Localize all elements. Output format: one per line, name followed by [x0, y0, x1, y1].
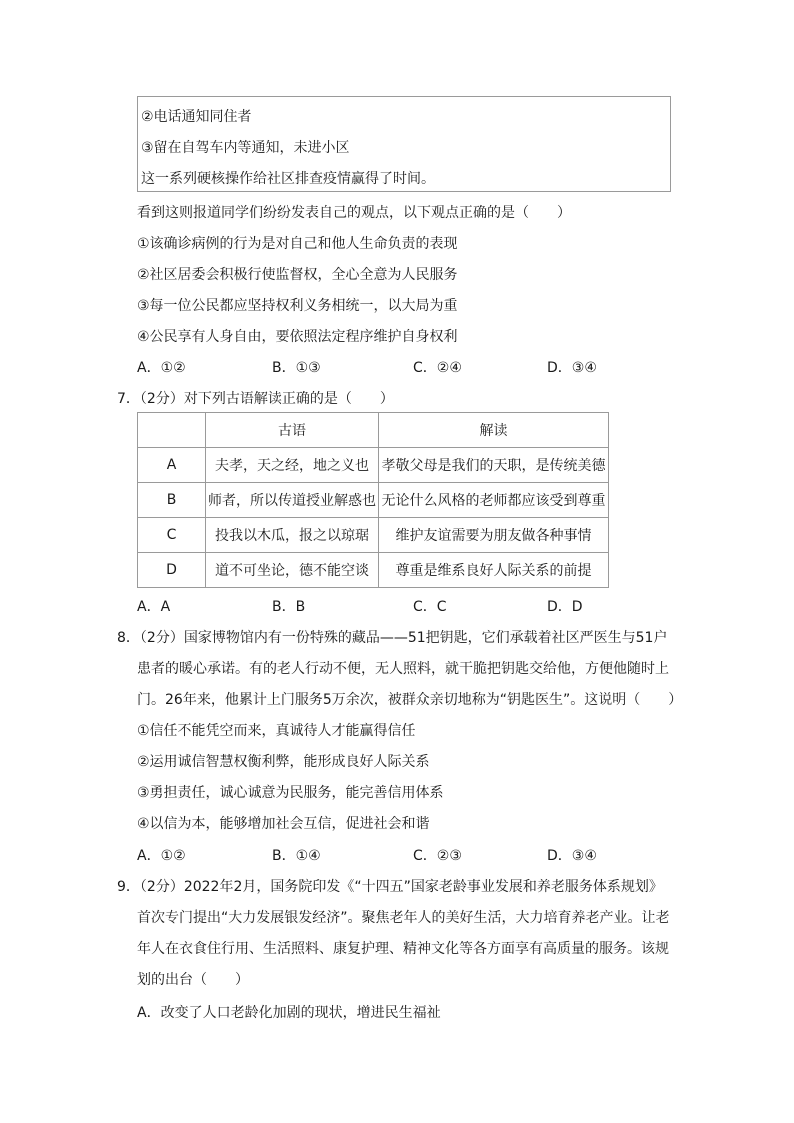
- table-cell: D: [138, 553, 206, 588]
- q8-statement-1: ①信任不能凭空而来，真诚待人才能赢得信任: [137, 723, 416, 739]
- q7-option-a[interactable]: A．A: [137, 599, 171, 615]
- q7-option-d[interactable]: D．D: [547, 599, 583, 615]
- q6-statement-3: ③每一位公民都应坚持权利义务相统一，以大局为重: [137, 298, 458, 314]
- table-cell: 夫孝，天之经，地之义也: [206, 448, 379, 483]
- q8-statement-2: ②运用诚信智慧权衡利弊，能形成良好人际关系: [137, 754, 430, 770]
- table-cell: 投我以木瓜，报之以琼琚: [206, 518, 379, 553]
- table-header-cell: [138, 413, 206, 448]
- q8-option-c[interactable]: C．②③: [413, 848, 462, 864]
- question-7-stem: 7．（2分）对下列古语解读正确的是（ ）: [117, 391, 394, 407]
- q8-option-a[interactable]: A．①②: [137, 848, 186, 864]
- table-cell: 尊重是维系良好人际关系的前提: [379, 553, 609, 588]
- q6-statement-4: ④公民享有人身自由，要依照法定程序维护自身权利: [137, 329, 458, 345]
- table-cell: A: [138, 448, 206, 483]
- table-cell: 无论什么风格的老师都应该受到尊重: [379, 483, 609, 518]
- material-line: ③留在自驾车内等通知，未进小区: [141, 140, 350, 156]
- table-header-cell: 古语: [206, 413, 379, 448]
- q6-option-d[interactable]: D．③④: [547, 360, 597, 376]
- question-8-stem: 门。26年来，他累计上门服务5万余次，被群众亲切地称为“钥匙医生”。这说明（ ）: [137, 692, 683, 708]
- question-9-stem: 首次专门提出“大力发展银发经济”。聚焦老年人的美好生活，大力培育养老产业。让老: [137, 910, 670, 926]
- q7-option-c[interactable]: C．C: [413, 599, 447, 615]
- q6-statement-1: ①该确诊病例的行为是对自己和他人生命负责的表现: [137, 236, 458, 252]
- material-line: 这一系列硬核操作给社区排查疫情赢得了时间。: [141, 171, 435, 187]
- q8-statement-4: ④以信为本，能够增加社会互信，促进社会和谐: [137, 816, 430, 832]
- q6-statement-2: ②社区居委会积极行使监督权，全心全意为人民服务: [137, 267, 458, 283]
- table-cell: 道不可坐论，德不能空谈: [206, 553, 379, 588]
- q8-option-b[interactable]: B．①④: [272, 848, 321, 864]
- q6-option-c[interactable]: C．②④: [413, 360, 462, 376]
- q9-option-a[interactable]: A．改变了人口老龄化加剧的现状，增进民生福祉: [137, 1005, 441, 1021]
- question-6-stem: 看到这则报道同学们纷纷发表自己的观点，以下观点正确的是（ ）: [137, 205, 571, 221]
- table-cell: 师者，所以传道授业解惑也: [206, 483, 379, 518]
- table-header-row: [138, 413, 609, 448]
- question-9-stem: 9．（2分）2022年2月，国务院印发《“十四五”国家老龄事业发展和养老服务体系规划》: [117, 879, 663, 895]
- q7-option-b[interactable]: B．B: [272, 599, 306, 615]
- question-8-stem: 8．（2分）国家博物馆内有一份特殊的藏品——51把钥匙，它们承载着社区严医生与51户: [117, 630, 668, 646]
- q8-statement-3: ③勇担责任，诚心诚意为民服务，能完善信用体系: [137, 785, 444, 801]
- question-9-stem: 年人在衣食住行用、生活照料、康复护理、精神文化等各方面享有高质量的服务。该规: [137, 941, 669, 957]
- table-cell: 孝敬父母是我们的天职，是传统美德: [379, 448, 609, 483]
- q6-option-b[interactable]: B．①③: [272, 360, 321, 376]
- table-header-cell: 解读: [379, 413, 609, 448]
- question-9-stem: 划的出台（ ）: [137, 972, 249, 988]
- table-cell: C: [138, 518, 206, 553]
- table-row: [138, 483, 609, 518]
- table-cell: 维护友谊需要为朋友做各种事情: [379, 518, 609, 553]
- question-8-stem: 患者的暖心承诺。有的老人行动不便，无人照料，就干脆把钥匙交给他，方便他随时上: [137, 661, 669, 677]
- table-row: [138, 448, 609, 483]
- q8-option-d[interactable]: D．③④: [547, 848, 597, 864]
- q7-table: [137, 412, 609, 588]
- material-line: ②电话通知同住者: [141, 109, 252, 125]
- table-row: [138, 553, 609, 588]
- table-cell: B: [138, 483, 206, 518]
- q6-option-a[interactable]: A．①②: [137, 360, 186, 376]
- table-row: [138, 518, 609, 553]
